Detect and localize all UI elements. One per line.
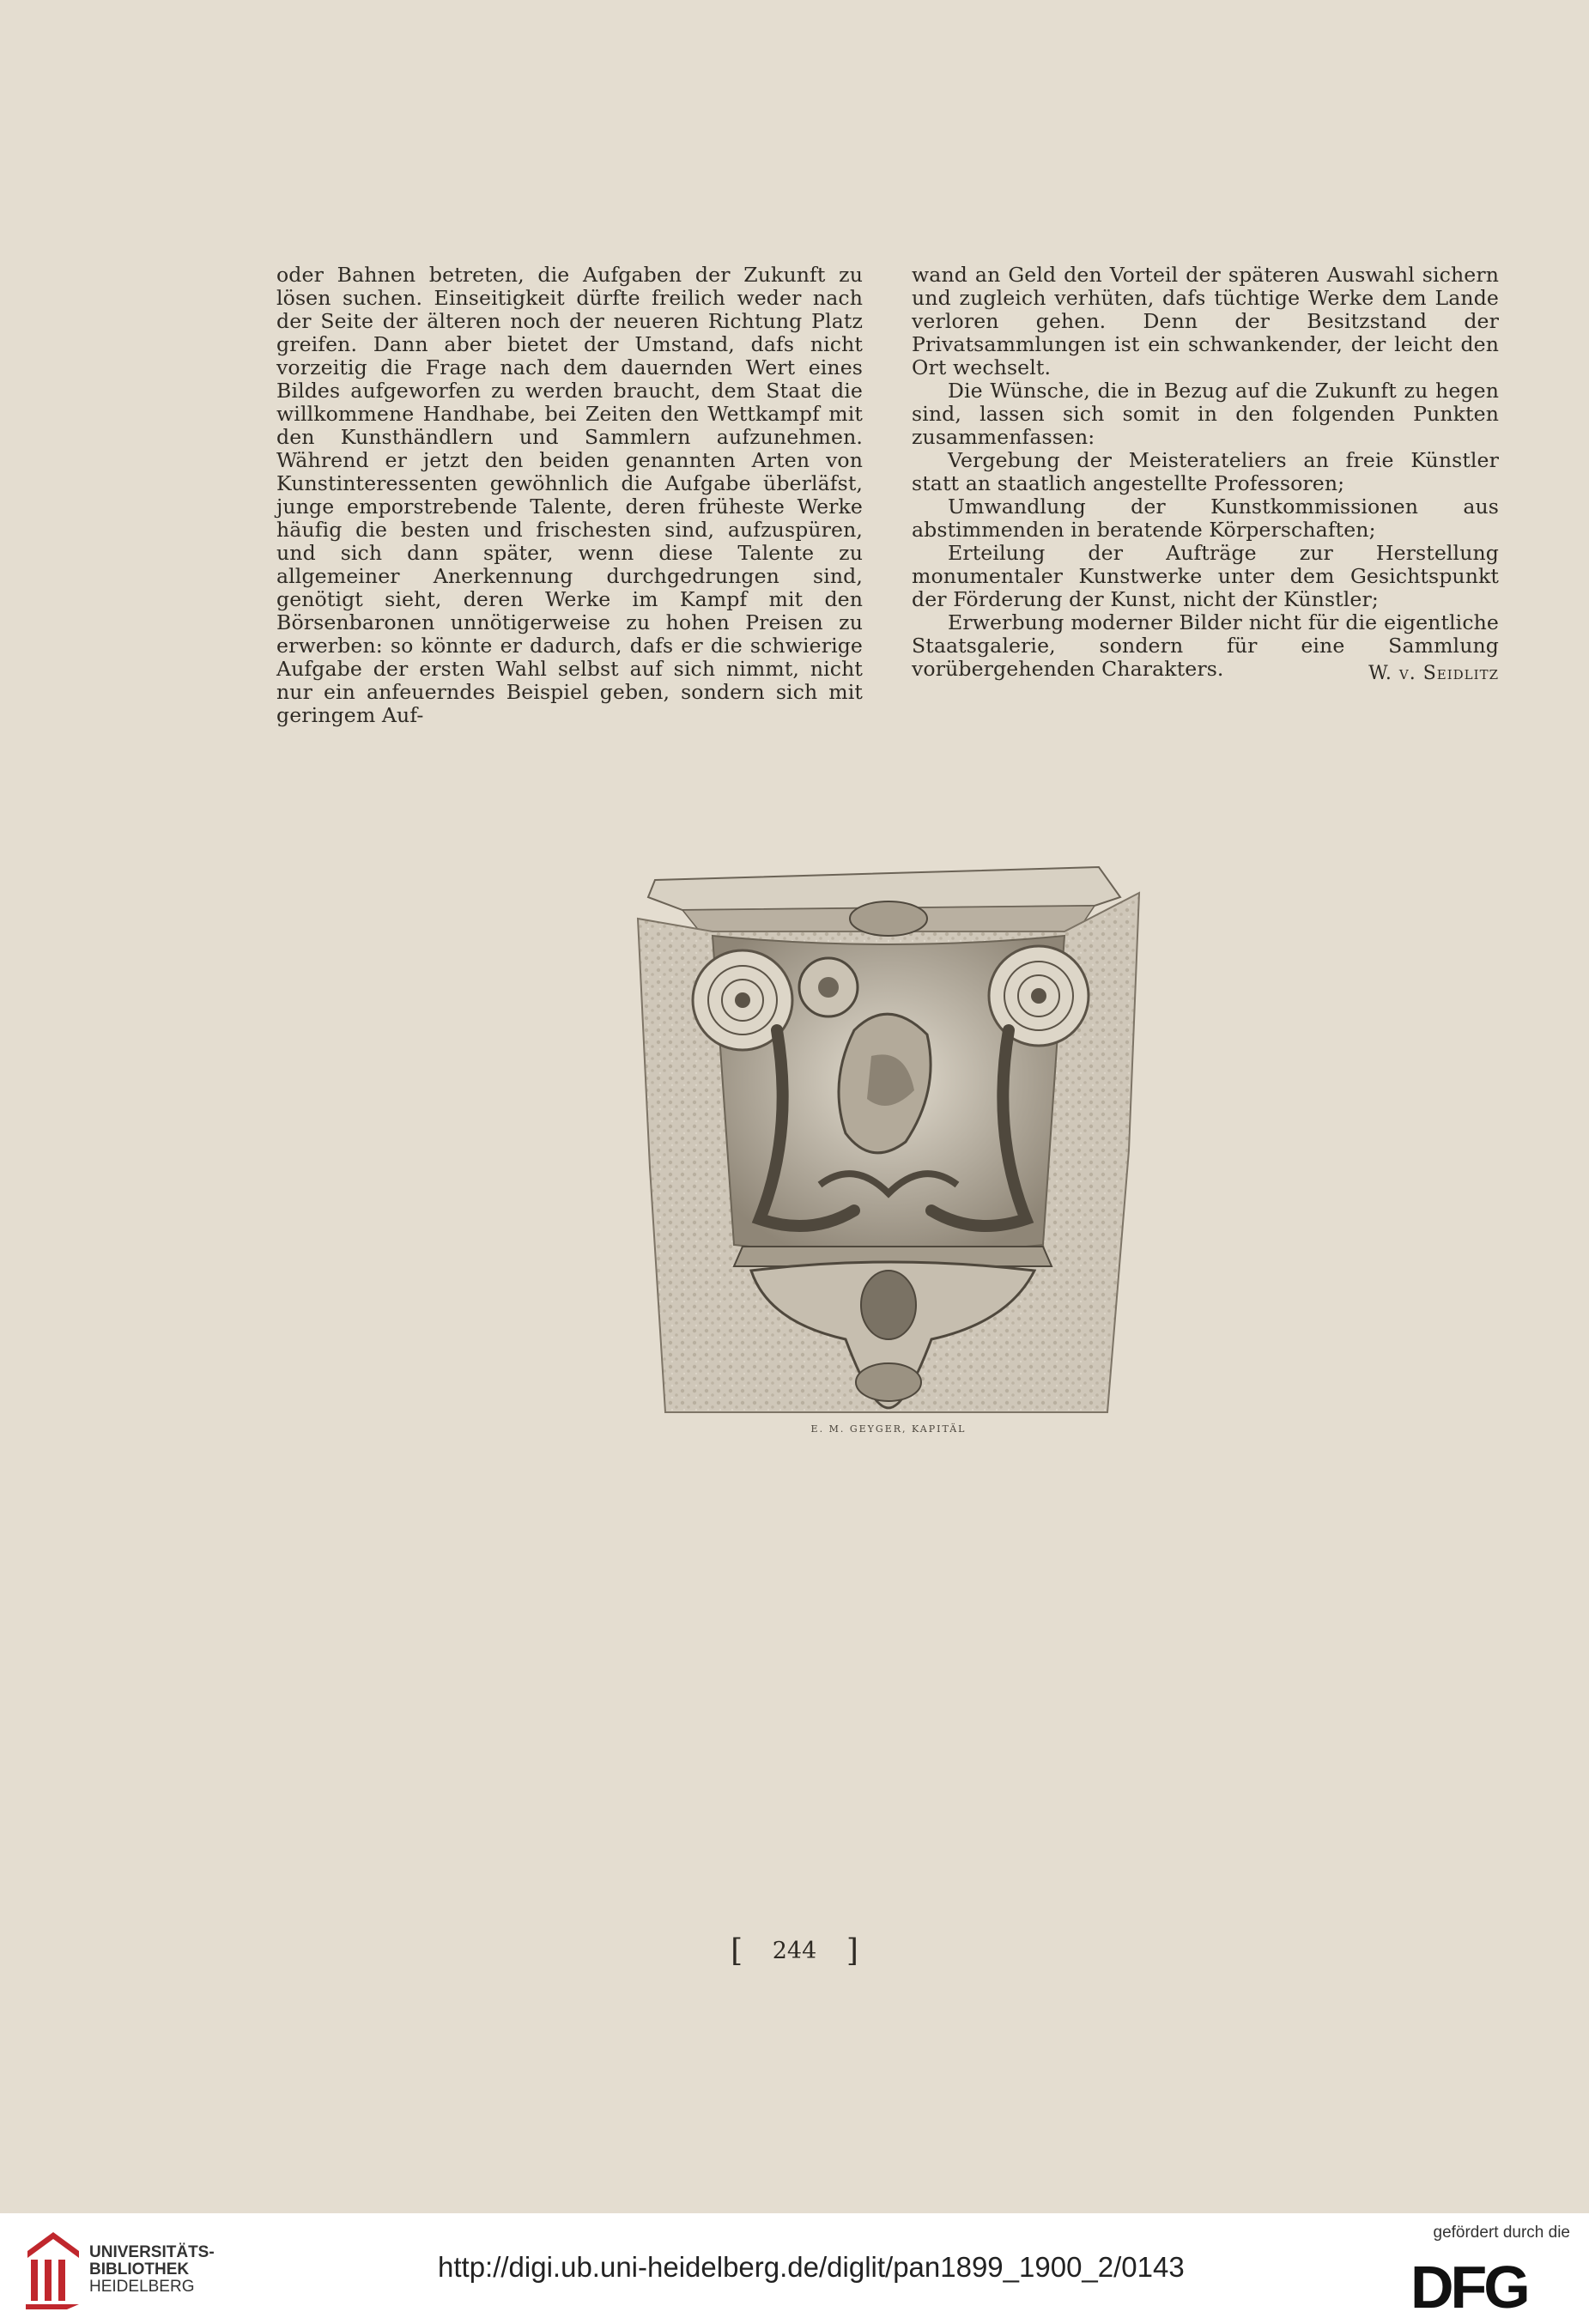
list-item: Erteilung der Aufträge zur Herstellung monumentaler Kunstwerke unter dem Gesichtspunkt der Förderung der Kunst, nicht der Künstler; <box>912 541 1499 611</box>
capital-relief-image <box>631 859 1146 1421</box>
library-name-line: UNIVERSITÄTS- <box>89 2243 215 2261</box>
capital-illustration <box>631 859 1146 1421</box>
library-name-line: HEIDELBERG <box>89 2278 195 2296</box>
text-column-left <box>276 264 863 727</box>
page-number <box>0 1933 1589 1969</box>
paragraph: oder Bahnen betreten, die Aufgaben der Zukunft zu lösen suchen. Einseitigkeit dürfte freilich weder nach der Seite der älteren noch der neueren Richtung Platz greifen. Dann aber bietet der Umstand, dafs nicht vorzeitig die Frage nach dem dauernden Wert eines Bildes aufgeworfen zu werden braucht, dem Staat die willkommene Handhabe, bei Zeiten den Wettkampf mit den Kunsthändlern und Sammlern aufzunehmen. Während er jetzt den beiden genannten Arten von Kunstinteressenten gewöhnlich die Aufgabe überläfst, junge emporstrebende Talente, deren früheste Werke häufig die besten und frischesten sind, aufzuspüren, und sich dann später, wenn diese Talente zu allgemeiner Anerkennung durchgedrungen sind, genötigt sieht, deren Werke im Kampf mit den Börsenbaronen unnötigerweise zu hohen Preisen zu erwerben: so könnte er dadurch, dafs er die schwierige Aufgabe der ersten Wahl selbst auf sich nimmt, nicht nur ein anfeuerndes Beispiel geben, sondern sich mit geringem Auf- <box>276 263 863 727</box>
dfg-logo-icon <box>1410 2256 1570 2313</box>
page-number-bracket-left: [ <box>731 1933 743 1969</box>
university-library-logo-icon <box>19 2225 86 2311</box>
permalink-url[interactable]: http://digi.ub.uni-heidelberg.de/diglit/pan1899_1900_2/0143 <box>438 2251 1185 2283</box>
paragraph: Die Wünsche, die in Bezug auf die Zukunft zu hegen sind, lassen sich somit in den folgenden Punkten zusammenfassen: <box>912 379 1499 449</box>
library-name <box>89 2244 215 2296</box>
svg-text:DFG: DFG <box>1410 2256 1527 2313</box>
funding-label: gefördert durch die <box>1433 2224 1570 2242</box>
paragraph: wand an Geld den Vorteil der späteren Auswahl sichern und zugleich verhüten, dafs tüchtige Werke dem Lande verloren gehen. Denn der Besitzstand der Privatsammlungen ist ein schwankender, der leicht den Ort wechselt. <box>912 263 1499 379</box>
library-name-line: BIBLIOTHEK <box>89 2260 190 2278</box>
figure-caption: E. M. GEYGER, KAPITÄL <box>810 1423 967 1435</box>
list-item: Vergebung der Meisterateliers an freie Künstler statt an staatlich angestellte Professoren; <box>912 448 1499 495</box>
page-number-bracket-right: ] <box>846 1933 858 1969</box>
author-signature: W. v. Seidlitz <box>1368 663 1499 684</box>
list-item: Umwandlung der Kunstkommissionen aus abstimmenden in beratende Körperschaften; <box>912 495 1499 542</box>
page-number-value: 244 <box>772 1938 817 1964</box>
digitization-footer <box>0 2213 1589 2324</box>
list-item: Erwerbung moderner Bilder nicht für die eigentliche Staatsgalerie, sondern für eine Sammlung vorübergehenden Charakters. <box>912 610 1499 681</box>
text-column-right <box>912 264 1499 685</box>
